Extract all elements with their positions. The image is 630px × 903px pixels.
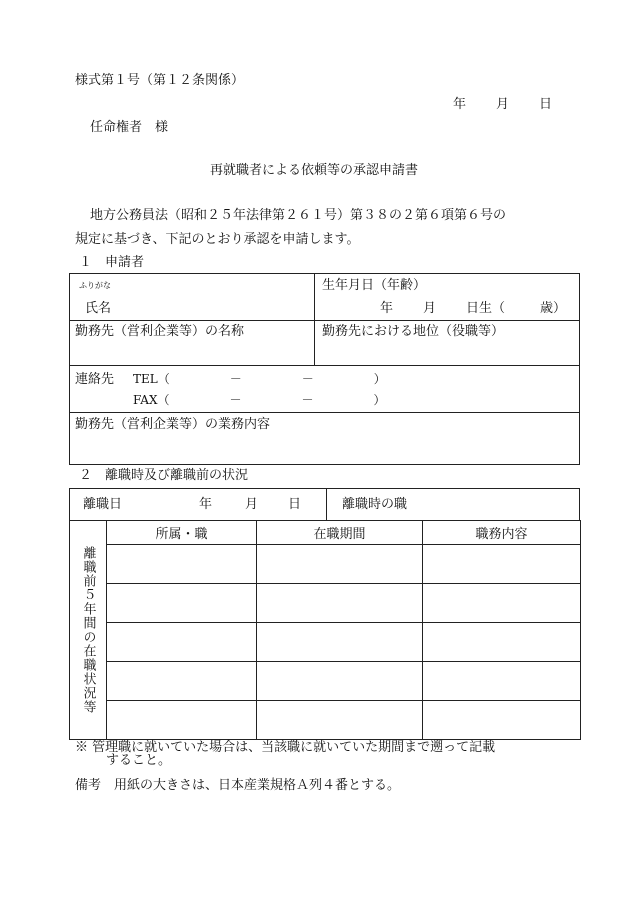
table-cell[interactable] <box>423 545 581 584</box>
birth-day-label: 日生（ <box>466 301 506 316</box>
table-row <box>70 623 581 662</box>
date-day-label: 日 <box>539 97 553 112</box>
business-label: 勤務先（営利企業等）の業務内容 <box>75 417 271 432</box>
table-cell[interactable] <box>257 584 423 623</box>
remark: 備考 用紙の大きさは、日本産業規格Ａ列４番とする。 <box>75 778 401 793</box>
retire-year-label: 年 <box>199 497 213 512</box>
table-row <box>70 662 581 701</box>
retire-date-label: 離職日 <box>83 497 123 512</box>
birth-year-label: 年 <box>380 301 394 316</box>
date-year-label: 年 <box>453 97 467 112</box>
addressee: 任命権者 様 <box>90 120 169 135</box>
note-line-2: すること。 <box>106 753 172 768</box>
birth-month-label: 月 <box>423 301 437 316</box>
tel-field: TEL（ － － ） <box>133 372 386 386</box>
table-cell[interactable] <box>107 701 257 740</box>
table-cell[interactable] <box>257 662 423 701</box>
employer-name-label: 勤務先（営利企業等）の名称 <box>75 324 245 339</box>
applicant-table-divider <box>314 273 315 365</box>
employment-history-table <box>69 520 581 740</box>
table-cell[interactable] <box>257 623 423 662</box>
applicant-table-row-line-1 <box>69 320 580 321</box>
table-cell[interactable] <box>423 584 581 623</box>
section-2-heading: ２ 離職時及び離職前の状況 <box>79 468 249 483</box>
table-cell[interactable] <box>107 662 257 701</box>
fax-field: FAX（ － － ） <box>133 393 386 407</box>
retirement-row <box>69 488 580 521</box>
employer-position-label: 勤務先における地位（役職等） <box>322 324 505 339</box>
table-cell[interactable] <box>423 662 581 701</box>
date-month-label: 月 <box>496 97 510 112</box>
column-header-duties: 職務内容 <box>423 521 581 545</box>
history-vertical-label: 離職前５年間の在職状況等 <box>70 521 107 740</box>
form-number: 様式第１号（第１２条関係） <box>75 73 245 88</box>
table-row <box>70 584 581 623</box>
applicant-table-row-line-2 <box>69 365 580 366</box>
column-header-department: 所属・職 <box>107 521 257 545</box>
note-line-1: ※ 管理職に就いていた場合は、当該職に就いていた期間まで遡って記載 <box>75 740 496 755</box>
intro-line-2: 規定に基づき、下記のとおり承認を申請します。 <box>75 232 360 247</box>
table-cell[interactable] <box>107 545 257 584</box>
retire-day-label: 日 <box>288 497 302 512</box>
intro-line-1: 地方公務員法（昭和２５年法律第２６１号）第３８の２第６項第６号の <box>90 208 507 223</box>
document-title: 再就職者による依頼等の承認申請書 <box>210 163 419 178</box>
column-header-period: 在職期間 <box>257 521 423 545</box>
table-cell[interactable] <box>107 623 257 662</box>
table-cell[interactable] <box>423 701 581 740</box>
retire-post-label: 離職時の職 <box>342 497 408 512</box>
table-cell[interactable] <box>423 623 581 662</box>
name-label: 氏名 <box>85 301 112 316</box>
birth-age-label: 歳） <box>540 301 567 316</box>
table-row <box>70 545 581 584</box>
table-cell[interactable] <box>257 545 423 584</box>
applicant-table-row-line-3 <box>69 412 580 413</box>
retirement-row-divider <box>326 488 327 521</box>
retire-month-label: 月 <box>245 497 259 512</box>
table-row <box>70 701 581 740</box>
furigana-label: ふりがな <box>79 281 111 290</box>
table-cell[interactable] <box>107 584 257 623</box>
section-1-heading: １ 申請者 <box>79 255 145 270</box>
birth-label: 生年月日（年齢） <box>322 278 427 293</box>
contact-label: 連絡先 <box>75 372 115 387</box>
table-cell[interactable] <box>257 701 423 740</box>
